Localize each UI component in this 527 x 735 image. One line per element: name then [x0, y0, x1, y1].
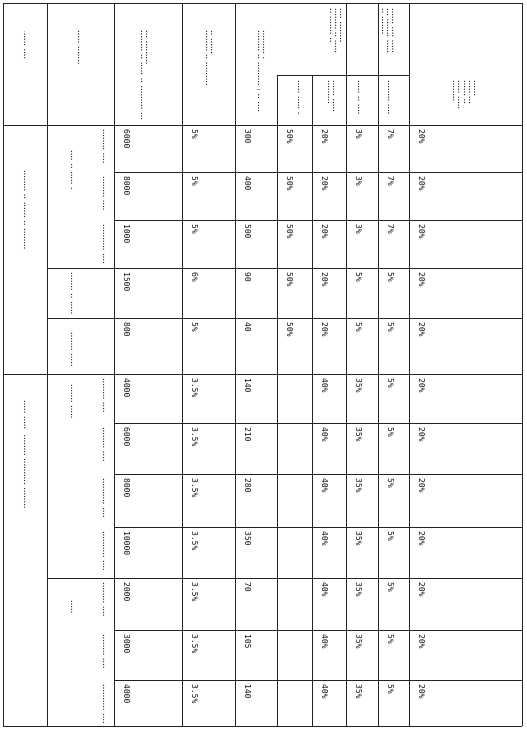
header-subrule [277, 75, 409, 76]
cell-c9: 7% [386, 176, 395, 186]
row-type-label: ∙∙∙∙∙∙∙∙∙∙ ∙∙∙∙ [100, 224, 105, 264]
row-divider [114, 474, 522, 475]
header-col6b: ∙∙∙∙ ∙∙∙∙∙∙∙∙ ∙∙∙∙∙∙∙∙ ∙∙ ∙∙∙∙∙ ∙∙ ∙∙∙∙∙∙∙ ∙∙ [326, 8, 342, 53]
cell-c5: 70 [243, 582, 252, 592]
row-type-label: ∙∙∙∙∙∙∙∙ ∙∙∙∙ [100, 176, 105, 211]
row-type-label: ∙∙∙∙∙∙∙∙∙∙ ∙∙∙∙ [100, 478, 105, 518]
cell-c6: 50% [285, 129, 294, 144]
cell-c9: 5% [386, 478, 395, 488]
header-col2: ∙∙∙ ∙∙∙∙∙∙∙∙∙ ∙∙∙∙∙∙∙∙ ∙∙ ∙∙∙∙∙ ∙∙ ∙∙∙∙∙∙∙∙∙ ∙∙∙ [137, 30, 148, 120]
subgroup-label-2: ∙∙∙∙∙∙∙ ∙∙ ∙∙∙∙∙ [68, 272, 73, 315]
cell-c3: 6000 [122, 129, 131, 149]
cell-c8: 35% [354, 684, 363, 699]
cell-c4: 5% [190, 176, 199, 186]
cell-c4: 3.5% [190, 684, 199, 704]
cell-c9: 7% [386, 224, 395, 234]
cell-c8: 5% [354, 272, 363, 282]
cell-c10: 20% [417, 634, 426, 649]
subgroup-label-5: ∙∙∙∙∙ [68, 600, 73, 614]
cell-c9: 5% [386, 582, 395, 592]
table-border-bottom [3, 726, 522, 727]
cell-c5: 105 [243, 634, 252, 649]
cell-c10: 20% [417, 176, 426, 191]
column-divider [346, 3, 347, 726]
cell-c3: 1500 [122, 272, 131, 292]
cell-c10: 20% [417, 322, 426, 337]
cell-c4: 3.5% [190, 478, 199, 498]
cell-c6: 50% [285, 322, 294, 337]
cell-c10: 20% [417, 531, 426, 546]
header-divider [3, 125, 522, 126]
row-type-label: ∙∙∙∙∙∙∙∙ ∙∙∙∙ [100, 427, 105, 462]
table-border-right [522, 3, 523, 726]
table-border-left [3, 3, 4, 726]
cell-c9: 5% [386, 684, 395, 694]
cell-c3: 2000 [122, 582, 131, 602]
cell-c3: 8000 [122, 478, 131, 498]
row-divider [114, 527, 522, 528]
cell-c4: 5% [190, 224, 199, 234]
row-divider [114, 630, 522, 631]
cell-c3: 8000 [122, 176, 131, 196]
subgroup-label-1: ∙∙∙∙ ∙∙ ∙∙∙∙∙ ∙ [68, 150, 73, 190]
cell-c5: 40 [243, 322, 252, 332]
cell-c5: 140 [243, 684, 252, 699]
cell-c7: 40% [320, 531, 329, 546]
column-divider [378, 3, 379, 726]
row-divider [47, 318, 522, 319]
cell-c6: 50% [285, 272, 294, 287]
cell-c10: 20% [417, 478, 426, 493]
cell-c10: 20% [417, 427, 426, 442]
cell-c10: 20% [417, 224, 426, 239]
cell-c4: 3.5% [190, 582, 199, 602]
cell-c8: 35% [354, 582, 363, 597]
cell-c8: 35% [354, 531, 363, 546]
cell-c7: 20% [320, 129, 329, 144]
row-divider [114, 680, 522, 681]
row-type-label: ∙∙∙∙∙∙∙∙ ∙∙∙∙ [100, 582, 105, 617]
row-type-label: ∙∙∙∙∙∙∙∙∙∙ ∙∙∙∙ [100, 531, 105, 571]
cell-c3: 800 [122, 322, 131, 337]
column-divider [235, 3, 236, 726]
header-col7a: ∙∙∙∙∙ ∙∙ ∙∙∙∙ [355, 80, 360, 115]
row-type-label: ∙∙∙∙∙∙∙∙ ∙∙∙∙ [100, 634, 105, 669]
group-label-2: ∙∙∙∙∙ ∙∙∙∙∙ ∙∙∙∙∙∙∙∙ ∙∙∙∙∙∙∙∙∙∙ ∙∙∙∙∙∙∙∙ [21, 400, 26, 509]
group-label-1: ∙∙∙∙∙∙∙∙ ∙∙ ∙∙∙∙∙∙ ∙∙ ∙∙∙∙∙∙∙∙ [21, 170, 26, 250]
subgroup-label-3: ∙∙∙∙∙∙∙ ∙∙∙∙∙ [68, 332, 73, 367]
row-divider [114, 423, 522, 424]
cell-c7: 40% [320, 684, 329, 699]
cell-c3: 1000 [122, 224, 131, 244]
subgroup-label-4: ∙∙∙∙∙∙∙ ∙∙∙∙∙ [68, 384, 73, 419]
header-col6a: ∙∙∙∙∙∙ ∙∙∙∙∙ ∙∙∙∙∙∙∙∙∙ [324, 80, 335, 112]
cell-c10: 20% [417, 129, 426, 144]
cell-c5: 350 [243, 531, 252, 546]
column-divider [409, 3, 410, 726]
cell-c8: 35% [354, 634, 363, 649]
cell-c6: 50% [285, 224, 294, 239]
cell-c3: 4000 [122, 684, 131, 704]
cell-c8: 35% [354, 478, 363, 493]
cell-c10: 20% [417, 582, 426, 597]
cell-c4: 6% [190, 272, 199, 282]
cell-c8: 5% [354, 322, 363, 332]
cell-c4: 3.5% [190, 378, 199, 398]
column-divider [114, 3, 115, 726]
cell-c7: 20% [320, 322, 329, 337]
cell-c7: 40% [320, 582, 329, 597]
cell-c9: 5% [386, 634, 395, 644]
cell-c8: 3% [354, 176, 363, 186]
cell-c5: 140 [243, 378, 252, 393]
header-col0: ·∙∙∙∙∙ ∙∙∙∙ [21, 30, 26, 60]
cell-c7: 20% [320, 272, 329, 287]
cell-c10: 20% [417, 684, 426, 699]
column-divider [47, 3, 48, 726]
cell-c6: 50% [285, 176, 294, 191]
cell-c9: 5% [386, 322, 395, 332]
cell-c4: 3.5% [190, 427, 199, 447]
cell-c9: 5% [386, 427, 395, 437]
cell-c9: 7% [386, 129, 395, 139]
cell-c3: 4000 [122, 378, 131, 398]
header-col8: ∙∙∙∙∙∙∙∙ ∙∙∙∙ [385, 80, 390, 115]
cell-c9: 5% [386, 378, 395, 388]
cell-c7: 40% [320, 378, 329, 393]
row-divider [114, 172, 522, 173]
cell-c4: 5% [190, 322, 199, 332]
cell-c5: 400 [243, 176, 252, 191]
cell-c3: 10000 [122, 531, 131, 556]
cell-c8: 3% [354, 224, 363, 234]
header-col9: ∙∙∙∙∙∙ ∙∙∙∙∙ ∙∙∙ ∙∙∙∙∙∙ ∙∙ ∙∙∙∙∙ ∙∙∙∙∙ ∙∙∙∙∙∙∙∙ [450, 80, 476, 110]
cell-c9: 5% [386, 531, 395, 541]
row-type-label: ∙∙∙∙∙∙∙∙∙∙ ∙∙∙∙ [100, 684, 105, 724]
cell-c5: 280 [243, 478, 252, 493]
table-border-top [3, 3, 522, 4]
cell-c5: 500 [243, 224, 252, 239]
cell-c3: 3000 [122, 634, 131, 654]
cell-c7: 40% [320, 634, 329, 649]
cell-c8: 35% [354, 378, 363, 393]
cell-c4: 5% [190, 129, 199, 139]
cell-c7: 40% [320, 478, 329, 493]
cell-c8: 3% [354, 129, 363, 139]
row-divider [47, 578, 522, 579]
cell-c4: 3.5% [190, 531, 199, 551]
row-type-label: ∙∙∙∙∙∙∙∙ ∙∙∙∙ [100, 129, 105, 164]
header-col1: ∙∙∙∙∙ ∙∙∙∙∙∙∙ [75, 30, 80, 65]
cell-c4: 3.5% [190, 634, 199, 654]
cell-c5: 210 [243, 427, 252, 442]
cell-c5: 300 [243, 129, 252, 144]
header-col7b: ∙∙∙∙∙∙ ∙∙∙∙ ∙∙∙∙∙ ∙∙∙ ∙∙∙∙∙∙∙ ∙∙∙∙∙ ∙∙ ∙∙∙∙∙∙∙ [378, 8, 394, 53]
cell-c3: 6000 [122, 427, 131, 447]
header-col5a: ∙∙∙∙∙ ∙∙∙∙∙ ∙ [295, 80, 300, 115]
cell-c10: 20% [417, 272, 426, 287]
header-col3: ∙∙ ∙∙∙∙∙∙ ∙∙∙∙∙∙∙∙ ∙∙ ∙∙∙∙∙∙∙∙∙ [202, 30, 213, 86]
header-col4: ∙∙∙∙∙∙∙∙∙ ∙ ∙∙∙∙∙∙∙∙ ∙∙ ∙∙∙∙∙∙∙∙∙ ( ∙∙ ∙∙∙∙ [254, 30, 265, 112]
row-divider [114, 220, 522, 221]
row-type-label: ∙∙∙∙∙∙∙∙ ∙∙∙∙ [100, 378, 105, 413]
cell-c7: 20% [320, 176, 329, 191]
cell-c10: 20% [417, 378, 426, 393]
cell-c7: 20% [320, 224, 329, 239]
row-divider [3, 374, 522, 375]
cell-c8: 35% [354, 427, 363, 442]
row-divider [47, 268, 522, 269]
cell-c7: 40% [320, 427, 329, 442]
cell-c5: 90 [243, 272, 252, 282]
column-divider [182, 3, 183, 726]
cell-c9: 5% [386, 272, 395, 282]
